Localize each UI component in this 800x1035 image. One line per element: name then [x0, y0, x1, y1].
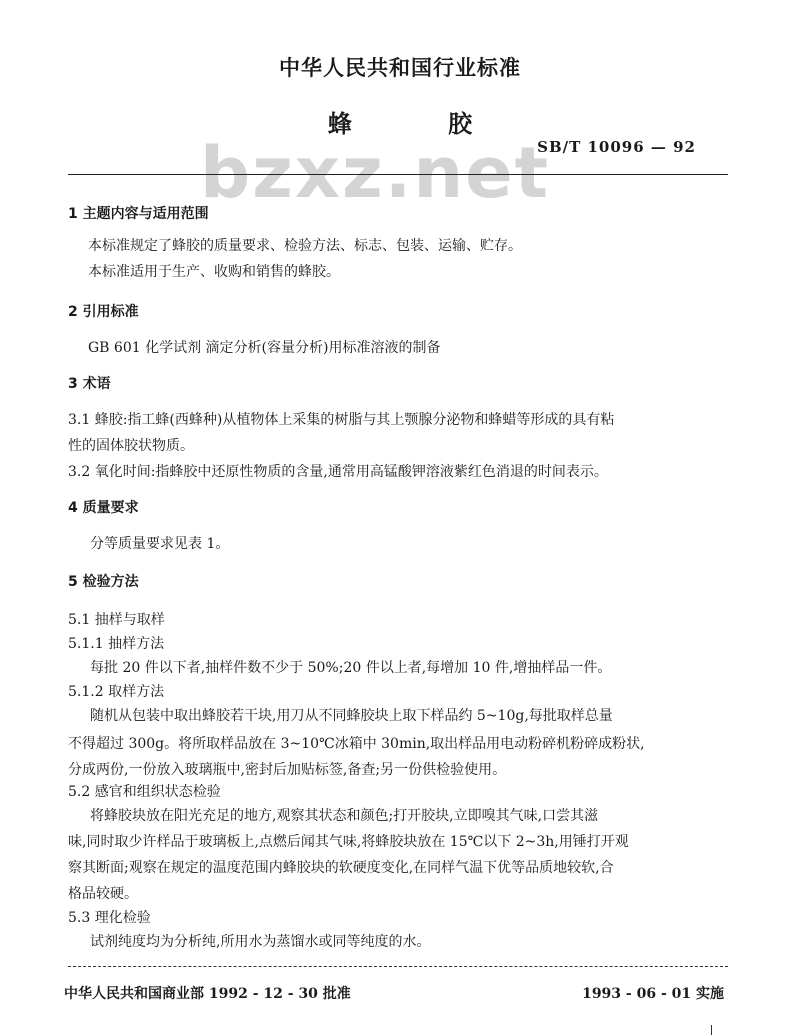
paragraph: 格品较硬。	[68, 886, 138, 902]
paragraph: 随机从包装中取出蜂胶若干块,用刀从不同蜂胶块上取下样品约 5~10g,每批取样总量	[90, 708, 613, 724]
section-heading: 2 引用标准	[68, 304, 139, 320]
subsection-heading: 5.1 抽样与取样	[68, 612, 165, 628]
issuing-organization: 中华人民共和国行业标准	[279, 56, 521, 80]
effective-date: 1993 - 06 - 01 实施	[582, 986, 724, 1002]
paragraph: 性的固体胶状物质。	[68, 438, 194, 454]
paragraph: 本标准适用于生产、收购和销售的蜂胶。	[88, 264, 340, 280]
paragraph: 察其断面;观察在规定的温度范围内蜂胶块的软硬度变化,在同样气温下优等品质地较软,合	[68, 860, 614, 876]
subsection-heading: 5.3 理化检验	[68, 910, 151, 926]
section-heading: 1 主题内容与适用范围	[68, 206, 209, 222]
section-heading: 4 质量要求	[68, 500, 139, 516]
paragraph: 不得超过 300g。将所取样品放在 3~10℃冰箱中 30min,取出样品用电动粉碎机粉碎成粉状,	[68, 736, 645, 752]
paragraph: 分成两份,一份放入玻璃瓶中,密封后加贴标签,备查;另一份供检验使用。	[68, 762, 507, 778]
standard-code: SB/T 10096 — 92	[537, 138, 696, 156]
footer-rule	[68, 966, 728, 967]
subsection-heading: 5.1.2 取样方法	[68, 684, 165, 700]
document-title: 蜂 胶	[327, 110, 517, 138]
section-heading: 3 术语	[68, 376, 111, 392]
paragraph: 每批 20 件以下者,抽样件数不少于 50%;20 件以上者,每增加 10 件,增抽样品一件。	[90, 660, 612, 676]
header-rule	[68, 174, 728, 175]
paragraph: 味,同时取少许样品于玻璃板上,点燃后闻其气味,将蜂胶块放在 15℃以下 2~3h,用锤打开观	[68, 834, 629, 850]
paragraph: GB 601 化学试剂 滴定分析(容量分析)用标准溶液的制备	[88, 340, 441, 356]
paragraph: 3.1 蜂胶:指工蜂(西蜂种)从植物体上采集的树脂与其上颚腺分泌物和蜂蜡等形成的具有粘	[68, 412, 615, 428]
paragraph: 分等质量要求见表 1。	[90, 536, 230, 552]
section-heading: 5 检验方法	[68, 574, 139, 590]
subsection-heading: 5.1.1 抽样方法	[68, 636, 165, 652]
paragraph: 试剂纯度均为分析纯,所用水为蒸馏水或同等纯度的水。	[90, 934, 431, 950]
approval-date: 中华人民共和国商业部 1992 - 12 - 30 批准	[64, 986, 351, 1002]
paragraph: 3.2 氧化时间:指蜂胶中还原性物质的含量,通常用高锰酸钾溶液紫红色消退的时间表示。	[68, 464, 608, 480]
paragraph: 将蜂胶块放在阳光充足的地方,观察其状态和颜色;打开胶块,立即嗅其气味,口尝其滋	[90, 808, 599, 824]
page-mark	[711, 1025, 712, 1035]
subsection-heading: 5.2 感官和组织状态检验	[68, 784, 221, 800]
watermark: bzxz.net	[200, 132, 551, 214]
paragraph: 本标准规定了蜂胶的质量要求、检验方法、标志、包装、运输、贮存。	[88, 238, 522, 254]
